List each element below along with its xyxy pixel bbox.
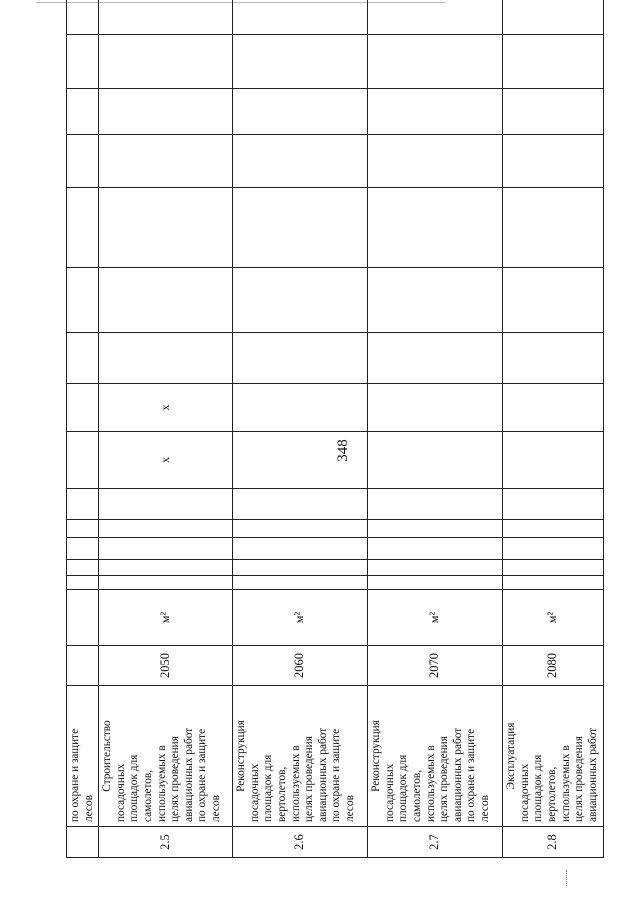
header-fragment-line: по охране и защите bbox=[69, 728, 81, 822]
table-row bbox=[99, 0, 233, 858]
row-description: Эксплуатация посадочных площадок для вертолетов, используемых в целях проведения авиационных работ bbox=[503, 686, 604, 827]
row-mark-b bbox=[233, 384, 368, 432]
row-number: 2.8 bbox=[503, 827, 604, 858]
row-code: 2060 bbox=[233, 646, 368, 686]
row-mark-b bbox=[368, 384, 503, 432]
table-row-header-fragment bbox=[67, 0, 99, 858]
row-unit: м² bbox=[368, 590, 503, 646]
row-mark-a: x bbox=[99, 432, 233, 489]
row-description: Реконструкция посадочных площадок для вертолетов, используемых в целях проведения авиационных работ по охране и защите лесов bbox=[233, 686, 368, 827]
table-row bbox=[368, 0, 503, 858]
scan-artifact bbox=[566, 870, 569, 886]
row-unit: м² bbox=[99, 590, 233, 646]
row-number: 2.5 bbox=[99, 827, 233, 858]
table-row bbox=[233, 0, 368, 858]
row-code: 2050 bbox=[99, 646, 233, 686]
row-mark-a bbox=[368, 432, 503, 489]
page-number: 348 bbox=[334, 439, 351, 462]
header-fragment-line: лесов bbox=[82, 795, 95, 822]
row-code: 2070 bbox=[368, 646, 503, 686]
rotated-table-container bbox=[66, 40, 601, 858]
row-number: 2.6 bbox=[233, 827, 368, 858]
row-description: Реконструкция посадочных площадок для самолетов, используемых в целях проведения авиационных работ по охране и защите лесов bbox=[368, 686, 503, 827]
row-mark-a bbox=[503, 432, 604, 489]
row-mark-b: x bbox=[99, 384, 233, 432]
row-description: Строительство посадочных площадок для самолетов, используемых в целях проведения авиационных работ по охране и защите лесов bbox=[99, 686, 233, 827]
row-unit: м² bbox=[233, 590, 368, 646]
row-code: 2080 bbox=[503, 646, 604, 686]
row-number: 2.7 bbox=[368, 827, 503, 858]
data-table bbox=[66, 0, 604, 858]
row-mark-a bbox=[233, 432, 368, 489]
row-unit: м² bbox=[503, 590, 604, 646]
row-mark-b bbox=[503, 384, 604, 432]
header-fragment-cell bbox=[67, 686, 99, 827]
table-row bbox=[503, 0, 604, 858]
